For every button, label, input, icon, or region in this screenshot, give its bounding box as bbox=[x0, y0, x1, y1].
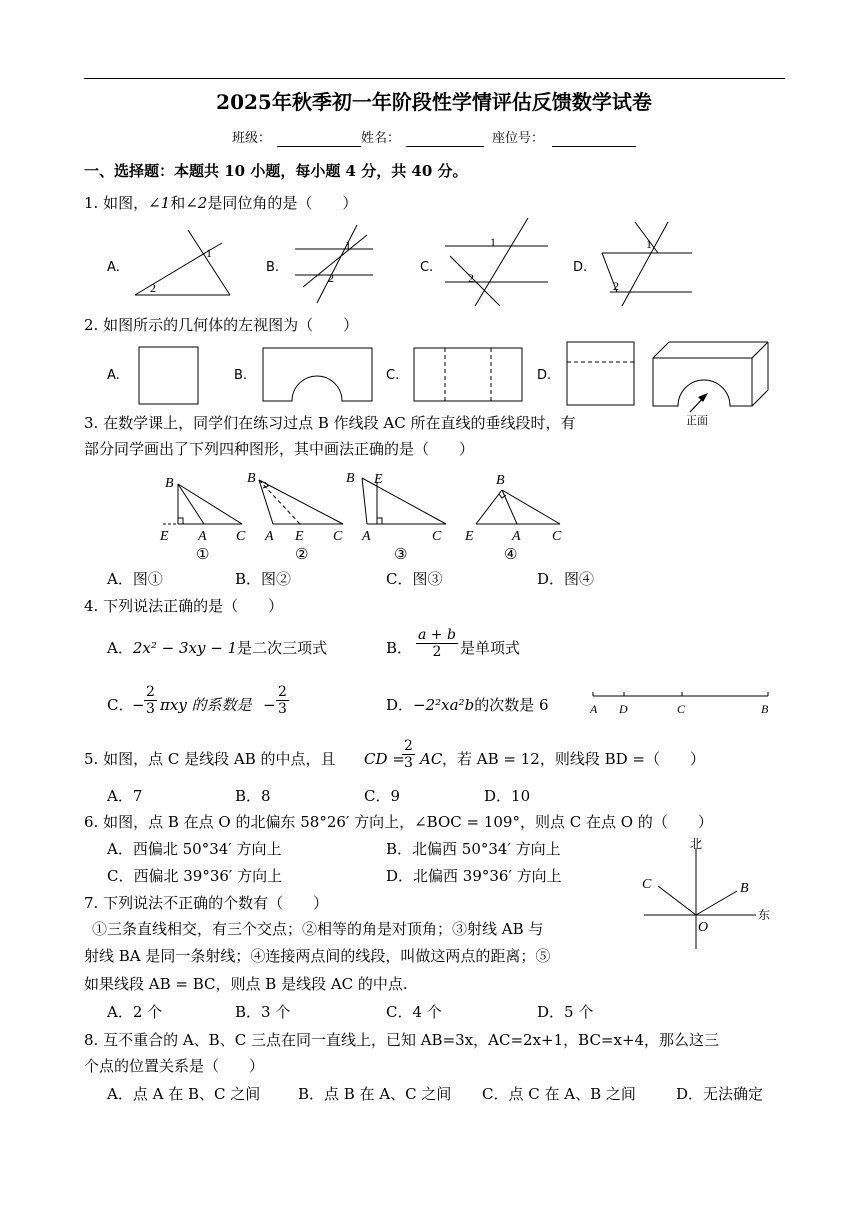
q4-c-minus-1: − bbox=[132, 696, 145, 714]
q2-option-b-label: B. bbox=[234, 368, 248, 383]
q8-line-2: 个点的位置关系是（ ） bbox=[84, 1057, 265, 1075]
q5-point-d: D bbox=[619, 702, 628, 716]
q4-option-d: D．−2²xa²b的次数是 6 bbox=[386, 696, 549, 714]
q8-line-1: 8. 互不重合的 A、B、C 三点在同一直线上，已知 AB=3x，AC=2x+1，BC=x+4，那么这三 bbox=[84, 1031, 720, 1049]
q1-stem: 1. 如图，∠1和∠2是同位角的是（ ） bbox=[84, 194, 358, 212]
q7-line-2: 射线 BA 是同一条射线；④连接两点间的线段，叫做这两点的距离；⑤ bbox=[84, 947, 551, 965]
q3f1-point-b: B bbox=[165, 476, 174, 491]
q1-figure-b bbox=[295, 225, 385, 305]
q3f2-point-c: C bbox=[333, 529, 343, 544]
q3-figure-3 bbox=[342, 466, 452, 562]
q5-option-a: A．7 bbox=[107, 787, 143, 805]
q2-stem: 2. 如图所示的几何体的左视图为（ ） bbox=[84, 316, 359, 334]
q4-option-c-fraction-1: $\frac{2}{3}$ bbox=[146, 684, 155, 717]
q3-figure-1 bbox=[158, 472, 258, 562]
q6-east-label: 东 bbox=[758, 908, 771, 922]
q4-option-c-label: C． bbox=[107, 696, 134, 714]
q1c-angle-2: 2 bbox=[468, 271, 474, 285]
q1d-angle-1: 1 bbox=[646, 237, 652, 251]
q3f4-point-e: E bbox=[465, 529, 474, 544]
q4-c-minus-2: − bbox=[263, 696, 276, 714]
q3f3-point-a: A bbox=[362, 529, 371, 544]
front-arrow-icon bbox=[684, 390, 714, 414]
q3f3-point-b: B bbox=[346, 471, 355, 486]
q6-option-c: C．西偏北 39°36′ 方向上 bbox=[107, 867, 283, 885]
q3f3-point-c: C bbox=[432, 529, 442, 544]
q4-option-b-fraction: $\frac{a + b}{2}$ bbox=[418, 627, 456, 660]
q2-option-d-label: D. bbox=[537, 368, 552, 383]
q1a-angle-1: 1 bbox=[206, 246, 212, 260]
q2-option-c-label: C. bbox=[386, 368, 400, 383]
q1d-angle-2: 2 bbox=[613, 279, 619, 293]
q2-figure-b bbox=[262, 347, 374, 403]
q2-figure-a bbox=[138, 346, 200, 406]
q3f1-point-c: C bbox=[236, 529, 246, 544]
q5-stem-a: 5. 如图，点 C 是线段 AB 的中点，且 bbox=[84, 750, 336, 768]
q5-point-a: A bbox=[590, 702, 598, 716]
header-rule bbox=[84, 78, 785, 79]
q1-option-c-label: C. bbox=[420, 260, 434, 275]
q3f3-point-e: E bbox=[374, 472, 383, 487]
q4-option-b-label: B． bbox=[386, 639, 413, 657]
q5-point-c: C bbox=[677, 702, 686, 716]
q2-figure-c bbox=[413, 347, 525, 403]
q3-figure-label-2: ② bbox=[295, 547, 309, 563]
q1-figure-c bbox=[445, 216, 550, 308]
q1-option-b-label: B. bbox=[266, 260, 280, 275]
q3-figure-label-4: ④ bbox=[504, 547, 518, 563]
q1a-angle-2: 2 bbox=[150, 281, 156, 295]
q6-compass-figure bbox=[636, 836, 776, 954]
q2-option-a-label: A. bbox=[107, 368, 120, 383]
q5-line-figure bbox=[588, 688, 773, 718]
q6-north-label: 北 bbox=[690, 837, 703, 851]
q4-option-c-text: πxy 的系数是 bbox=[160, 696, 252, 714]
q5-cd: CD = bbox=[364, 750, 405, 768]
q1-option-a-label: A. bbox=[107, 260, 120, 275]
q6-point-b: B bbox=[740, 881, 749, 896]
q3-option-a: A．图① bbox=[107, 570, 163, 588]
q1b-angle-1: 1 bbox=[345, 238, 351, 252]
q6-point-o: O bbox=[698, 920, 709, 935]
seat-blank bbox=[552, 146, 636, 147]
q7-option-b: B．3 个 bbox=[235, 1003, 291, 1021]
q3f2-point-b: B bbox=[247, 471, 256, 486]
q5-fraction: $\frac{2}{3}$ bbox=[404, 738, 413, 771]
q3-figure-label-1: ① bbox=[196, 547, 210, 563]
q3f2-point-e: E bbox=[295, 529, 304, 544]
q8-option-d: D．无法确定 bbox=[676, 1085, 764, 1103]
q3-option-b: B．图② bbox=[235, 570, 292, 588]
page-title: 2025年秋季初一年阶段性学情评估反馈数学试卷 bbox=[216, 90, 652, 114]
class-blank bbox=[277, 146, 361, 147]
front-label: 正面 bbox=[686, 414, 708, 427]
q8-option-b: B．点 B 在 A、C 之间 bbox=[298, 1085, 452, 1103]
q5-point-b: B bbox=[761, 702, 769, 716]
q5-option-c: C．9 bbox=[364, 787, 401, 805]
q3f1-point-a: A bbox=[198, 529, 207, 544]
q3-line-1: 3. 在数学课上，同学们在练习过点 B 作线段 AC 所在直线的垂线段时，有 bbox=[84, 414, 576, 432]
q3f4-point-a: A bbox=[512, 529, 521, 544]
q3f1-point-e: E bbox=[160, 529, 169, 544]
section-heading: 一、选择题：本题共 10 小题，每小题 4 分，共 40 分。 bbox=[84, 162, 468, 180]
q7-option-a: A．2 个 bbox=[107, 1003, 163, 1021]
q6-stem: 6. 如图，点 B 在点 O 的北偏东 58°26′ 方向上，∠BOC = 109°，则点 C 在点 O 的（ ） bbox=[84, 813, 713, 831]
q4-stem: 4. 下列说法正确的是（ ） bbox=[84, 597, 284, 615]
q2-figure-d bbox=[566, 341, 636, 407]
q7-stem: 7. 下列说法不正确的个数有（ ） bbox=[84, 894, 329, 912]
class-label: 班级： bbox=[232, 131, 272, 146]
q3f2-point-a: A bbox=[265, 529, 274, 544]
q3-option-c: C．图③ bbox=[386, 570, 443, 588]
q3-line-2: 部分同学画出了下列四种图形，其中画法正确的是（ ） bbox=[84, 440, 475, 458]
q6-option-a: A．西偏北 50°34′ 方向上 bbox=[107, 840, 282, 858]
q3-figure-4 bbox=[462, 466, 572, 562]
q7-line-1: ①三条直线相交，有三个交点；②相等的角是对顶角；③射线 AB 与 bbox=[92, 920, 544, 938]
q7-option-c: C．4 个 bbox=[386, 1003, 442, 1021]
name-label: 姓名： bbox=[361, 131, 401, 146]
name-blank bbox=[406, 146, 484, 147]
q6-point-c: C bbox=[642, 877, 652, 892]
q5-option-b: B．8 bbox=[235, 787, 271, 805]
q1-figure-a bbox=[130, 225, 240, 297]
q6-option-d: D．北偏西 39°36′ 方向上 bbox=[386, 867, 562, 885]
seat-label: 座位号： bbox=[492, 131, 545, 146]
q3-option-d: D．图④ bbox=[537, 570, 595, 588]
q8-option-a: A．点 A 在 B、C 之间 bbox=[107, 1085, 261, 1103]
q3-figure-2 bbox=[245, 466, 355, 562]
q5-option-d: D．10 bbox=[484, 787, 531, 805]
q1-figure-d bbox=[600, 220, 695, 308]
q4-option-a: A．2x² − 3xy − 1是二次三项式 bbox=[107, 639, 328, 657]
q3f4-point-c: C bbox=[552, 529, 562, 544]
q1b-angle-2: 2 bbox=[328, 271, 334, 285]
q7-line-3: 如果线段 AB = BC，则点 B 是线段 AC 的中点. bbox=[84, 975, 408, 993]
q1c-angle-1: 1 bbox=[490, 235, 496, 249]
q5-ac: AC bbox=[420, 750, 443, 768]
q5-stem-b: ，若 AB = 12，则线段 BD =（ ） bbox=[442, 750, 705, 768]
q3-figure-label-3: ③ bbox=[394, 547, 408, 563]
q4-option-b-text: 是单项式 bbox=[460, 639, 521, 657]
q1-option-d-label: D. bbox=[573, 260, 588, 275]
q3f4-point-b: B bbox=[496, 473, 505, 488]
q4-option-c-fraction-2: $\frac{2}{3}$ bbox=[278, 684, 287, 717]
q8-option-c: C．点 C 在 A、B 之间 bbox=[482, 1085, 636, 1103]
q6-option-b: B．北偏西 50°34′ 方向上 bbox=[386, 840, 561, 858]
q7-option-d: D．5 个 bbox=[537, 1003, 594, 1021]
